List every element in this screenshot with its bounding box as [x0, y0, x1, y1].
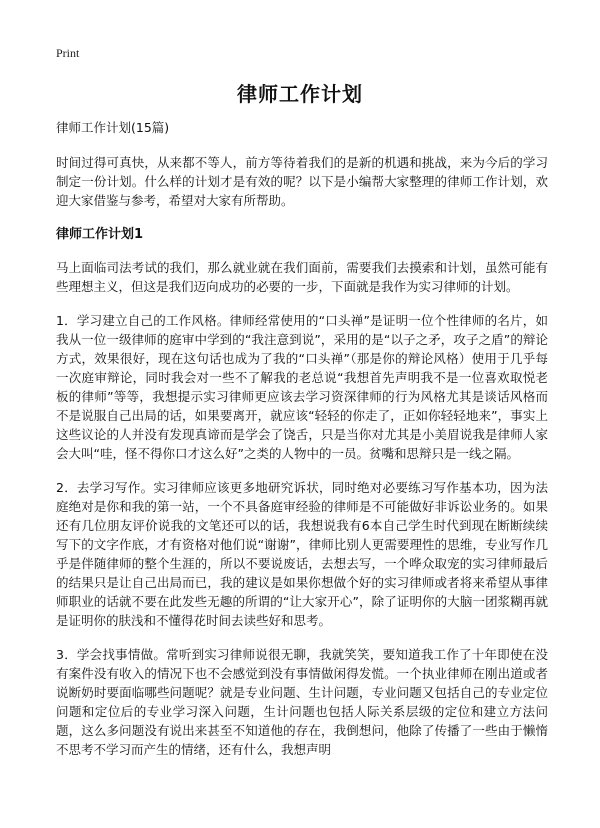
document-body	[56, 118, 548, 774]
document-subtitle: 律师工作计划(15篇)	[56, 120, 170, 135]
document-title: 律师工作计划	[237, 82, 363, 106]
intro-paragraph: 时间过得可真快，从来都不等人，前方等待着我们的是新的机遇和挑战，来为今后的学习制定一份计划。什么样的计划才是有效的呢？以下是小编帮大家整理的律师工作计划，欢迎大家借鉴与参考，希望对大家有所帮助。	[56, 155, 548, 208]
point-1-paragraph: 1．学习建立自己的工作风格。律师经常使用的“口头禅”是证明一位个性律师的名片，如我从一位一级律师的庭审中学到的“我注意到说”，采用的是“以子之矛，攻子之盾”的辩论方式，效果很好，现在这句话也成为了我的“口头禅”（那是你的辩论风格）使用于几乎每一次庭审辩论，同时我会对一些不了解我的老总说“我想首先声明我不是一位喜欢取悦老板的律师”等等，我想提示实习律师更应该去学习资深律师的行为风格尤其是谈话风格而不是说服自己出局的话，如果要离开，就应该“轻轻的你走了，正如你轻轻地来”，事实上这些议论的人并没有发现真谛而是学会了饶舌，只是当你对尤其是小美眉说我是律师人家会大叫“哇，怪不得你口才这么好”之类的人物中的一员。贫嘴和思辩只是一线之隔。	[56, 313, 548, 461]
section-heading: 律师工作计划1	[56, 227, 144, 242]
point-2-paragraph: 2．去学习写作。实习律师应该更多地研究诉状，同时绝对必要练习写作基本功，因为法庭绝对是你和我的第一站，一个不具备庭审经验的律师是不可能做好非诉讼业务的。如果还有几位朋友评价说我的文笔还可以的话，我想说我有6本自己学生时代到现在断断续续写下的文字作底，才有资格对他们说“谢谢”，律师比别人更需要理性的思维，专业写作几乎是伴随律师的整个生涯的，所以不要说废话，去想去写，一个哗众取宠的实习律师最后的结果只是让自己出局而已，我的建议是如果你想做个好的实习律师或者将来希望从事律师职业的话就不要在此发些无趣的所谓的“让大家开心”，除了证明你的大脑一团浆糊再就是证明你的肤浅和不懂得花时间去读些好和思考。	[56, 480, 548, 628]
print-label: Print	[56, 46, 80, 60]
section-intro-paragraph: 马上面临司法考试的我们，那么就业就在我们面前，需要我们去摸索和计划，虽然可能有些理想主义，但这是我们迈向成功的必要的一步，下面就是我作为实习律师的计划。	[56, 260, 548, 294]
point-3-paragraph: 3．学会找事情做。常听到实习律师说很无聊，我就笑笑，要知道我工作了十年即使在没有案件没有收入的情况下也不会感觉到没有事情做闲得发慌。一个执业律师在刚出道或者说断奶时要面临哪些问题呢？就是专业问题、生计问题，专业问题又包括自己的专业定位问题和定位后的专业学习深入问题，生计问题也包括人际关系层级的定位和建立方法问题，这么多问题没有说出来甚至不知道他的存在，我倒想问，他除了传播了一些由于懒惰不思考不学习而产生的情绪，还有什么，我想声明	[56, 647, 548, 757]
